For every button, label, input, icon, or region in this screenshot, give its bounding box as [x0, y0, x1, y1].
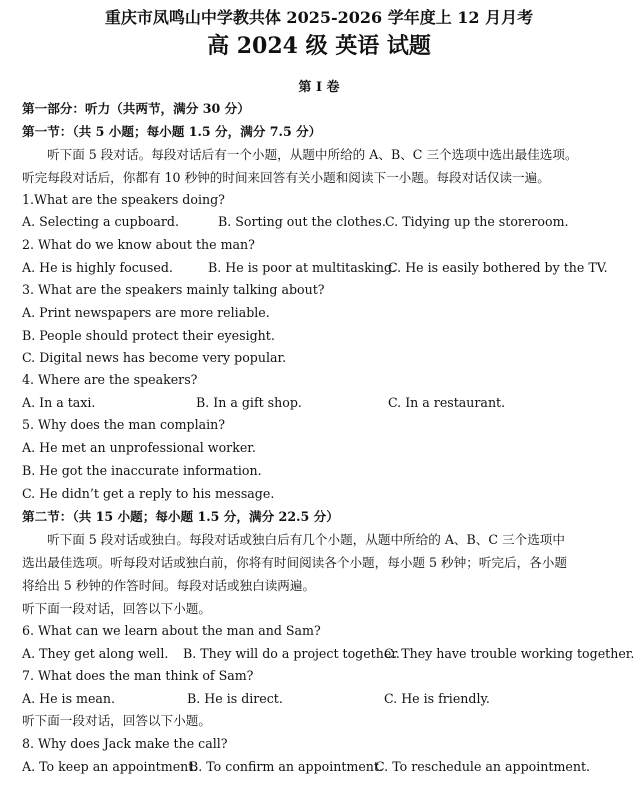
option-b: B. He got the inaccurate information. [22, 463, 262, 478]
option-b: B. People should protect their eyesight. [22, 328, 275, 343]
option-b: B. To confirm an appointment. [189, 759, 383, 774]
option-c: C. To reschedule an appointment. [375, 759, 591, 774]
question-stem: 2. What do we know about the man? [22, 237, 255, 252]
option-c: C. He is friendly. [384, 691, 490, 706]
option-b: B. They will do a project together. [183, 646, 400, 661]
question-stem: 7. What does the man think of Sam? [22, 668, 254, 683]
option-b: B. In a gift shop. [196, 395, 302, 410]
option-c: C. In a restaurant. [388, 395, 506, 410]
option-a: A. They get along well. [22, 646, 169, 661]
section2-instruction-line: 将给出 5 秒钟的作答时间。每段对话或独白读两遍。 [22, 578, 316, 593]
listening-cue: 听下面一段对话，回答以下小题。 [22, 601, 211, 616]
option-c: C. They have trouble working together. [384, 646, 635, 661]
option-b: B. Sorting out the clothes. [218, 214, 386, 229]
section2-instruction-line: 选出最佳选项。听每段对话或独白前，你将有时间阅读各个小题，每小题 5 秒钟；听完后，各小题 [22, 555, 567, 570]
section2-heading: 第二节：（共 15 小题；每小题 1.5 分，满分 22.5 分） [22, 509, 339, 524]
option-c: C. He didn’t get a reply to his message. [22, 486, 275, 501]
option-b: B. He is direct. [187, 691, 283, 706]
option-a: A. He is highly focused. [22, 260, 173, 275]
option-a: A. In a taxi. [22, 395, 96, 410]
listening-cue: 听下面一段对话，回答以下小题。 [22, 713, 211, 728]
question-stem: 3. What are the speakers mainly talking about? [22, 282, 325, 297]
section1-heading: 第一节：（共 5 小题；每小题 1.5 分，满分 7.5 分） [22, 124, 322, 139]
question-stem: 8. Why does Jack make the call? [22, 736, 228, 751]
section1-instruction-line: 听完每段对话后，你都有 10 秒钟的时间来回答有关小题和阅读下一小题。每段对话仅读一遍。 [22, 170, 550, 185]
volume-label: 第 I 卷 [298, 80, 340, 95]
section1-instruction-line: 听下面 5 段对话。每段对话后有一个小题，从题中所给的 A、B、C 三个选项中选出最佳选项。 [47, 147, 578, 162]
part1-heading: 第一部分：听力（共两节，满分 30 分） [22, 101, 250, 116]
option-c: C. Digital news has become very popular. [22, 350, 287, 365]
section2-instruction-line: 听下面 5 段对话或独白。每段对话或独白后有几个小题，从题中所给的 A、B、C 三个选项中 [47, 532, 565, 547]
option-a: A. To keep an appointment. [22, 759, 198, 774]
question-stem: 1.What are the speakers doing? [22, 192, 225, 207]
exam-title: 重庆市凤鸣山中学教共体 2025-2026 学年度上 12 月月考 [104, 8, 534, 27]
question-stem: 4. Where are the speakers? [22, 372, 198, 387]
option-a: A. Print newspapers are more reliable. [22, 305, 270, 320]
option-a: A. Selecting a cupboard. [22, 214, 179, 229]
option-b: B. He is poor at multitasking. [208, 260, 397, 275]
option-c: C. Tidying up the storeroom. [385, 214, 569, 229]
question-stem: 5. Why does the man complain? [22, 417, 226, 432]
option-a: A. He met an unprofessional worker. [22, 440, 256, 455]
exam-subtitle: 高 2024 级 英语 试题 [207, 33, 431, 59]
option-a: A. He is mean. [22, 691, 116, 706]
option-c: C. He is easily bothered by the TV. [388, 260, 608, 275]
question-stem: 6. What can we learn about the man and Sam? [22, 623, 321, 638]
